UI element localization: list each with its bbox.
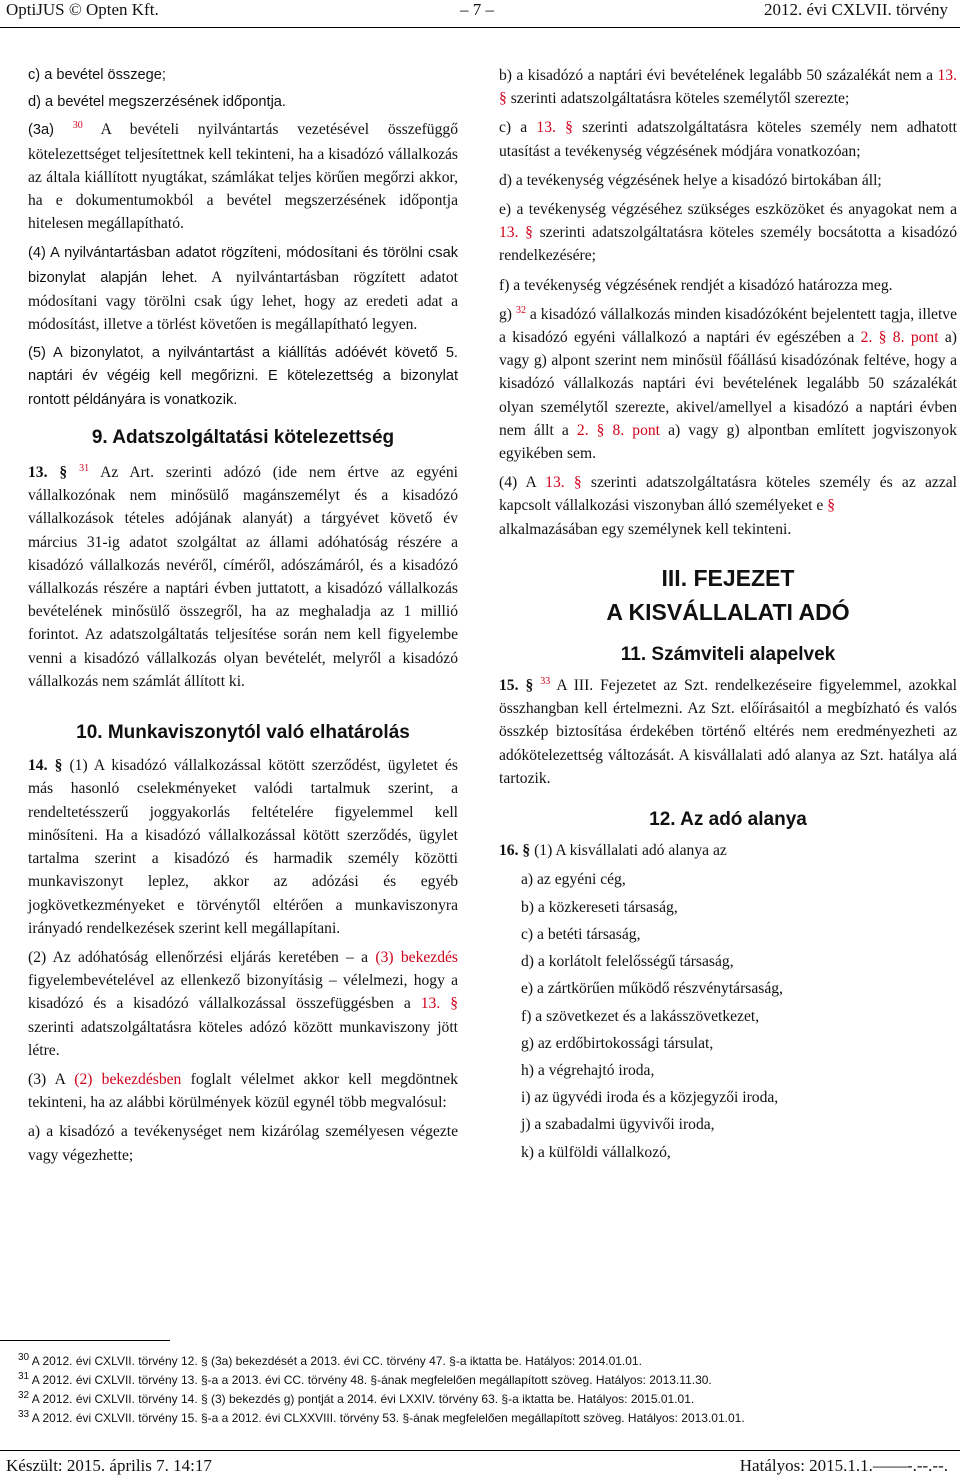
section-14-2: (2) Az adóhatóság ellenőrzési eljárás keretében – a (3) bekezdés figyelembevételével az ellenkező bizonyításig – vélelmezi, hogy a kisadózó és a kisadózó vállalkozással összefüggésben a 13. § szerinti adatszolgáltatásra köteles adózó között munkaviszony jött létre. <box>28 948 458 1059</box>
footer-created: Készült: 2015. április 7. 14:17 <box>6 1456 212 1475</box>
section-14-3-a: a) a kisadózó a tevékenységet nem kizárólag személyesen végezte vagy végezhette; <box>28 1123 458 1164</box>
footnote-31: $^{31}$ A 2012. évi CXLVII. törvény 13. §-a a 2013. évi CC. törvény 48. §-ának megfelelően megállapított szöveg. Hatályos: 2013.11.30. <box>18 1371 712 1387</box>
link-13-par[interactable]: 13. § <box>420 995 458 1013</box>
list-item: i) az ügyvédi iroda és a közjegyzői iroda, <box>521 1089 779 1107</box>
item-d: d) a bevétel megszerzésének időpontja. <box>28 94 286 111</box>
list-item: h) a végrehajtó iroda, <box>521 1061 655 1079</box>
link-13-par-4[interactable]: 13. § <box>545 474 582 492</box>
paragraph-5: (5) A bizonylatot, a nyilvántartást a kiállítás adóévét követő 5. naptári év végéig kell megőrizni. E kötelezettség a bizonylat rontott példányára is vonatkozik. <box>28 345 458 408</box>
link-13-par-c[interactable]: 13. § <box>536 119 573 137</box>
list-item: g) az erdőbirtokossági társulat, <box>521 1034 714 1052</box>
list-item: j) a szabadalmi ügyvivői iroda, <box>521 1116 715 1134</box>
footer-effective: Hatályos: 2015.1.1.——-.--.--. <box>739 1456 948 1475</box>
list-item: d) a korlátolt felelősségű társaság, <box>521 953 734 971</box>
list-item: e) a zártkörűen működő részvénytársaság, <box>521 980 783 998</box>
item-e: e) a tevékenység végzéséhez szükséges eszközöket és anyagokat nem a 13. § szerinti adatszolgáltatásra köteles személy bocsátotta a kisadózó rendelkezésére; <box>499 201 958 265</box>
item-f: f) a tevékenység végzésének rendjét a kisadózó határozza meg. <box>499 276 893 294</box>
section-13: 13. § $^{31}$ Az Art. szerinti adózó (ide nem értve az egyéni vállalkozónak nem minősülő magánszemélyt és a kisadózó vállalkozások tételes adójának alanyát) a tárgyévet követő év március 31-ig adatot szolgáltat az állami adóhatóság részére a kisadózó vállalkozás nevéről, címéről, adószámáról, és a kisadózó vállalkozás részére a naptári évben juttatott, a kisadózó vállalkozás bevételének minősülő összegről, ha az meghaladja az 1 millió forintot. Az adatszolgáltatás teljesítése során nem kell figyelembe venni a kisadózó vállalkozás olyan bevételét, melyről a kisadózó vállalkozás nem számlát állított ki. <box>28 462 458 690</box>
footnote-ref-33[interactable]: 33 <box>540 675 551 687</box>
item-c-right: c) a 13. § szerinti adatszolgáltatásra köteles személy nem adhatott utasítást a tevékenység végzésének módjára vonatkozóan; <box>499 119 958 160</box>
link-3-bekezdes[interactable]: (3) bekezdés <box>375 948 458 966</box>
link-2-par-8-pont[interactable]: 2. § 8. pont <box>860 329 939 347</box>
chapter-heading: III. FEJEZET A KISVÁLLALATI ADÓ <box>606 564 850 625</box>
header-page-number: – 7 – <box>460 0 494 19</box>
header-law-title: 2012. évi CXLVII. törvény <box>764 0 948 19</box>
paragraph-4: (4) A nyilvántartásban adatot rögzíteni, módosítani és törölni csak bizonylat alapján lehet. A nyilvántartásban rögzített adatot módosítani vagy törölni csak úgy lehet, hogy az eredeti adat a módosítást, illetve a törlést követően is megállapítható legyen. <box>28 245 458 334</box>
list-item: a) az egyéni cég, <box>521 871 626 889</box>
item-d-right: d) a tevékenység végzésének helye a kisadózó birtokában áll; <box>499 171 882 189</box>
footnote-ref-32[interactable]: 32 <box>515 304 526 316</box>
item-g: g) $^{32}$ a kisadózó vállalkozás minden kisadózóként bejelentett tagja, illetve a kisadózó egyéni vállalkozó a naptári év egészében a 2. § 8. pont a) vagy g) alpont szerint nem minősül főállású kisadózónak feltéve, hogy a kisadózó vállalkozás naptári évi bevételének legalább 50 százalékát olyan személytől szerezte, akivel/amellyel a kisadózó a naptári évben nem állt a 2. § 8. pont a) vagy g) alpontban említett jogviszonyok egyikében sem. <box>499 304 958 463</box>
heading-11: 11. Számviteli alapelvek <box>620 643 836 665</box>
right-column <box>499 64 957 1168</box>
link-2-par-8-pont-2[interactable]: 2. § 8. pont <box>576 421 661 439</box>
section-14-1: 14. § (1) A kisadózó vállalkozással kötött szerződést, ügyletet és más hasonló cselekményeket valódi tartalmuk szerint, a rendeltetésszerű joggyakorlás feltételére figyelemmel kell minősíteni. Ha a kisadózó vállalkozással kötött szerződés, ügylet tartalma szerint a kisadózó és harmadik személy közötti munkaviszonyt leplez, akkor az adózási és egyéb jogkövetkezményeket e törvénytől eltérően a munkaviszonyra irányadó rendelkezések szerint kell megállapítani. <box>28 757 458 937</box>
link-par[interactable]: § <box>827 497 836 515</box>
footer-rule <box>0 1450 960 1451</box>
footnote-ref-31[interactable]: 31 <box>79 462 90 474</box>
list-item: f) a szövetkezet és a lakásszövetkezet, <box>521 1007 760 1025</box>
header-rule <box>0 27 960 28</box>
footnote-30: $^{30}$ A 2012. évi CXLVII. törvény 12. § (3a) bekezdését a 2013. évi CC. törvény 47. §-a iktatta be. Hatályos: 2014.01.01. <box>18 1352 642 1368</box>
list-item: k) a külföldi vállalkozó, <box>521 1143 671 1161</box>
item-c: c) a bevétel összege; <box>28 67 166 83</box>
left-column <box>28 64 458 1173</box>
heading-10: 10. Munkaviszonytól való elhatárolás <box>76 722 410 744</box>
page-header <box>0 0 960 28</box>
heading-9: 9. Adatszolgáltatási kötelezettség <box>91 426 395 448</box>
footnote-rule <box>0 1340 170 1341</box>
header-publisher: OptiJUS © Opten Kft. <box>6 0 159 19</box>
link-13-par-e[interactable]: 13. § <box>499 224 533 242</box>
link-13-par-b[interactable]: 13. § <box>499 67 957 108</box>
heading-12: 12. Az adó alanya <box>649 809 807 831</box>
footnotes <box>18 1352 938 1428</box>
paragraph-4-right: (4) A 13. § szerinti adatszolgáltatásra köteles személy és az azzal kapcsolt vállalkozási viszonyban álló személyeket e § alkalmazásában egy személynek kell tekinteni. <box>499 474 958 538</box>
link-2-bekezdesben[interactable]: (2) bekezdésben <box>74 1070 182 1088</box>
item-b: b) a kisadózó a naptári évi bevételének legalább 50 százalékát nem a 13. § szerinti adatszolgáltatásra köteles személytől szerezte; <box>499 67 957 108</box>
entity-list <box>499 868 957 1163</box>
list-item: b) a közkereseti társaság, <box>521 898 678 916</box>
footnote-32: $^{32}$ A 2012. évi CXLVII. törvény 14. § (3) bekezdés g) pontját a 2014. évi LXXIV. törvény 63. §-a iktatta be. Hatályos: 2015.01.01. <box>18 1390 695 1406</box>
section-16: 16. § (1) A kisvállalati adó alanya az <box>499 842 727 860</box>
section-14-3: (3) A (2) bekezdésben foglalt vélelmet akkor kell megdöntnek tekinteni, ha az alábbi körülmények közül egynél több megvalósul: <box>28 1070 459 1112</box>
section-15: 15. § $^{33}$ A III. Fejezetet az Szt. rendelkezéseire figyelemmel, azokkal összhangban kell értelmezni. Az Szt. előírásaitól a megbízható és valós összkép biztosítása érdekében történő eltérés nem eredményezheti az adókötelezettség változását. A kisvállalati adó alanya az Szt. hatálya alá tartozik. <box>499 675 958 787</box>
footnote-ref-30[interactable]: 30 <box>72 120 83 132</box>
paragraph-3a: (3a) $^{30}$ A bevételi nyilvántartás vezetésével összefüggő kötelezettséget teljesítettnek kell tekinteni, ha a kisadózó vállalkozás az általa kiállított nyugtákat, számlákat teljes körűen megőrzi akkor, ha e dokumentumokból a bevétel megszerzésének időpontja hitelesen megállapítható. <box>28 120 458 233</box>
list-item: c) a betéti társaság, <box>521 925 641 943</box>
footnote-33: $^{33}$ A 2012. évi CXLVII. törvény 15. §-a a 2012. évi CLXXVIII. törvény 53. §-ának megfelelően megállapított szöveg. Hatályos: 2013.01.01. <box>18 1409 745 1425</box>
